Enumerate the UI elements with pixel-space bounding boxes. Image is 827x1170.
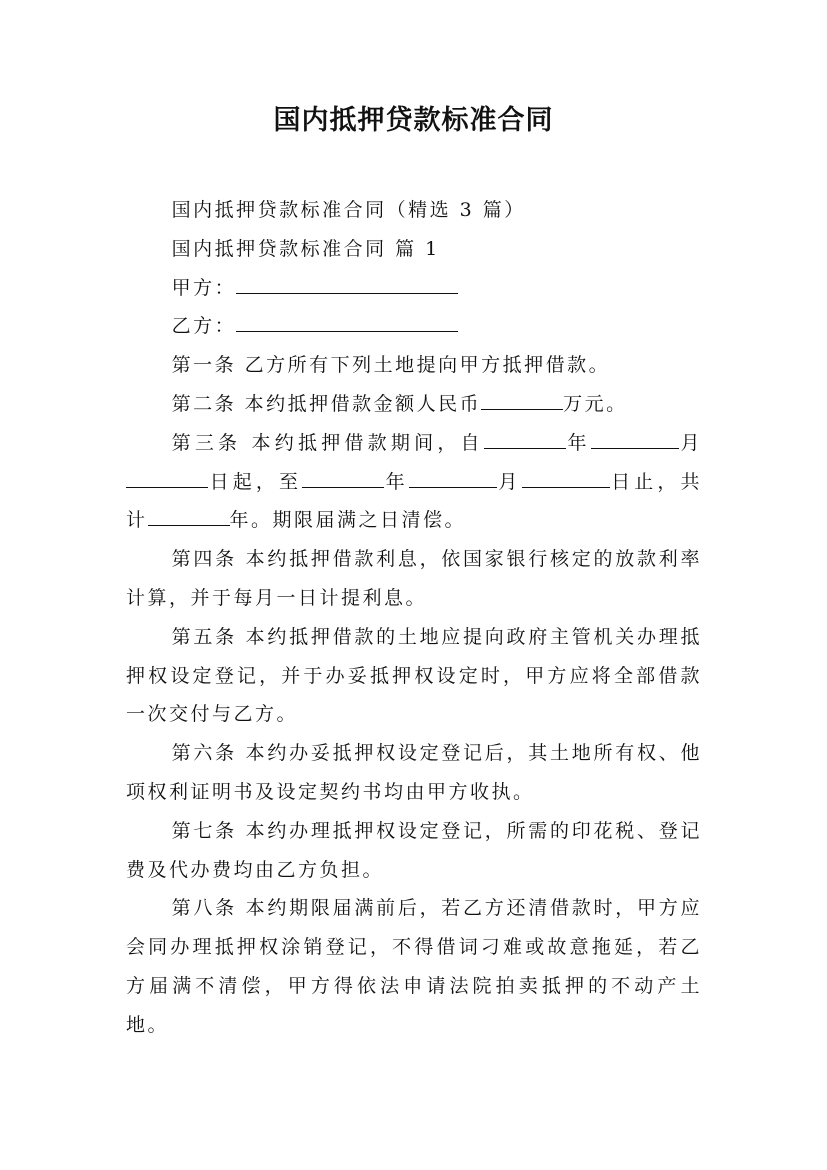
article-3-year1: 年 xyxy=(565,431,591,454)
subtitle: 国内抵押贷款标准合同（精选 3 篇） xyxy=(171,199,526,221)
article-3-day-start: 日起，至 xyxy=(208,470,303,493)
article-3-part1: 第三条 本约抵押借款期间，自 xyxy=(171,431,484,454)
article-2-suffix: 万元。 xyxy=(563,392,628,415)
article-2-prefix: 第二条 本约抵押借款金额人民币 xyxy=(171,392,482,415)
party-b-line xyxy=(126,307,702,346)
document-body xyxy=(126,191,702,1045)
article-3-suffix: 年。期限届满之日清偿。 xyxy=(229,509,467,532)
end-year-blank xyxy=(302,467,384,488)
article-8: 第八条 本约期限届满前后，若乙方还清借款时，甲方应会同办理抵押权涂销登记，不得借词刁难或故意拖延，若乙方届满不清偿，甲方得依法申请法院拍卖抵押的不动产土地。 xyxy=(126,897,702,1036)
end-month-blank xyxy=(409,467,497,488)
amount-blank xyxy=(481,389,563,410)
start-year-blank xyxy=(484,428,566,449)
party-a-line xyxy=(126,269,702,308)
article-7: 第七条 本约办理抵押权设定登记，所需的印花税、登记费及代办费均由乙方负担。 xyxy=(126,819,702,881)
document-title: 国内抵押贷款标准合同 xyxy=(273,105,554,136)
article-6: 第六条 本约办妥抵押权设定登记后，其土地所有权、他项权利证明书及设定契约书均由甲方收执。 xyxy=(126,742,702,803)
article-4: 第四条 本约抵押借款利息，依国家银行核定的放款利率计算，并于每月一日计提利息。 xyxy=(126,548,702,609)
total-years-blank xyxy=(148,505,230,526)
article-3-day-end: 日止，共计 xyxy=(126,470,702,532)
article-3-month1: 月 xyxy=(678,431,702,454)
article-5: 第五条 本约抵押借款的土地应提向政府主管机关办理抵押权设定登记，并于办妥抵押权设定时，甲方应将全部借款一次交付与乙方。 xyxy=(126,625,702,726)
article-1: 第一条 乙方所有下列土地提向甲方抵押借款。 xyxy=(171,354,611,377)
start-month-blank xyxy=(591,428,679,449)
article-3 xyxy=(126,424,702,540)
section-heading: 国内抵押贷款标准合同 篇 1 xyxy=(171,237,440,260)
article-3-year2: 年 xyxy=(384,470,409,493)
party-b-label: 乙方： xyxy=(171,315,237,338)
article-2 xyxy=(126,385,702,424)
party-b-blank xyxy=(236,311,458,332)
party-a-blank xyxy=(236,273,458,294)
party-a-label: 甲方： xyxy=(171,276,237,299)
start-day-blank xyxy=(126,467,208,488)
article-3-month2: 月 xyxy=(496,470,522,493)
end-day-blank xyxy=(522,467,610,488)
